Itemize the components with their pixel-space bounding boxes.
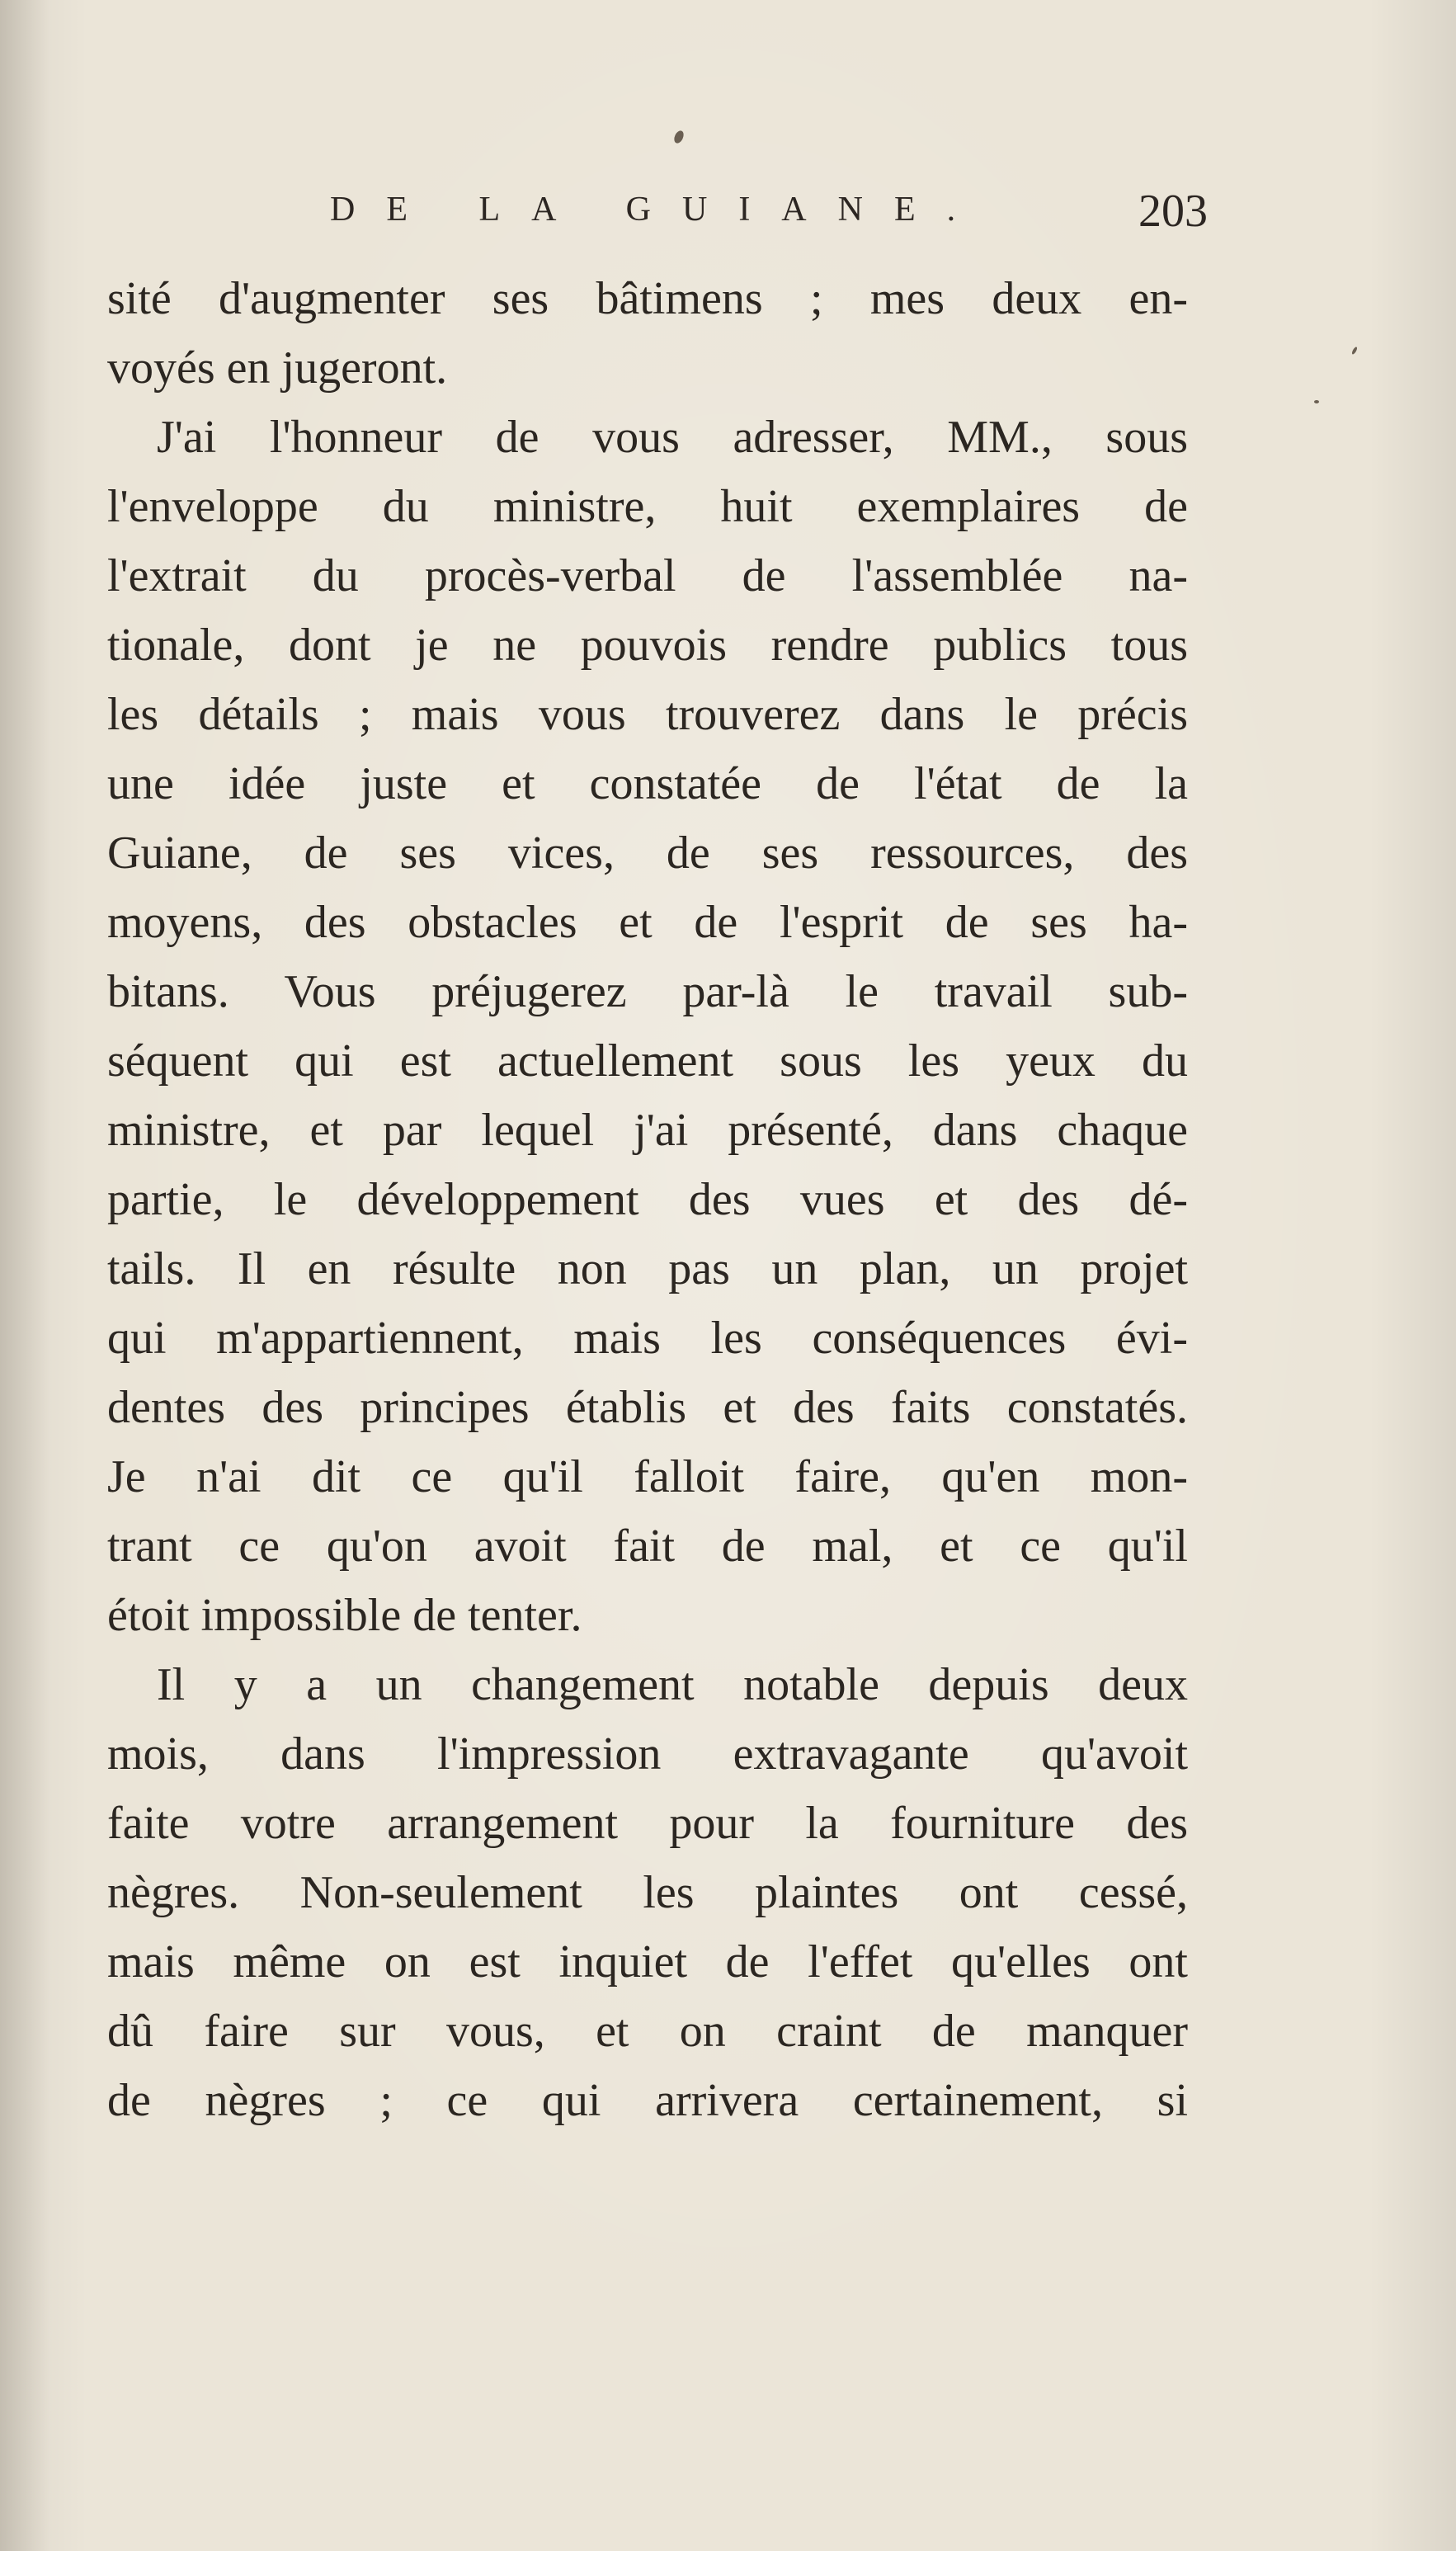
text-line: de nègres ; ce qui arrivera certainement, si [107, 2075, 1188, 2126]
page-header [107, 186, 1208, 248]
running-title: DE LA GUIANE. [330, 191, 987, 229]
text-line: une idée juste et constatée de l'état de la [107, 758, 1188, 809]
text-line: partie, le développement des vues et des dé- [107, 1174, 1188, 1225]
text-line: voyés en jugeront. [107, 342, 448, 394]
text-line: séquent qui est actuellement sous les yeux du [107, 1035, 1188, 1087]
text-line: faite votre arrangement pour la fourniture des [107, 1798, 1188, 1849]
text-line: mois, dans l'impression extravagante qu'avoit [107, 1728, 1188, 1780]
text-line: nègres. Non-seulement les plaintes ont cessé, [107, 1867, 1188, 1918]
text-line: Guiane, de ses vices, de ses ressources, des [107, 828, 1188, 879]
text-line: étoit impossible de tenter. [107, 1590, 582, 1641]
gutter-shadow [0, 0, 49, 2551]
ink-speck [1351, 347, 1358, 356]
ink-speck [1314, 400, 1319, 403]
text-line: Je n'ai dit ce qu'il falloit faire, qu'en mon- [107, 1451, 1188, 1502]
text-line: trant ce qu'on avoit fait de mal, et ce qu'il [107, 1521, 1188, 1572]
text-line: bitans. Vous préjugerez par-là le travail sub- [107, 966, 1188, 1017]
text-line: sité d'augmenter ses bâtimens ; mes deux en- [107, 273, 1188, 324]
text-line: dû faire sur vous, et on craint de manquer [107, 2006, 1188, 2057]
text-line: l'enveloppe du ministre, huit exemplaires de [107, 481, 1188, 532]
text-line: les détails ; mais vous trouverez dans le précis [107, 689, 1188, 740]
text-line: tails. Il en résulte non pas un plan, un projet [107, 1243, 1188, 1294]
text-line: moyens, des obstacles et de l'esprit de ses ha- [107, 897, 1188, 948]
ink-speck [672, 130, 686, 145]
text-line: mais même on est inquiet de l'effet qu'elles ont [107, 1936, 1188, 1988]
text-line: dentes des principes établis et des faits constatés. [107, 1382, 1188, 1433]
text-line: J'ai l'honneur de vous adresser, MM., sous [157, 412, 1188, 463]
body-text [107, 264, 1188, 2135]
text-line: tionale, dont je ne pouvois rendre publics tous [107, 620, 1188, 671]
text-line: ministre, et par lequel j'ai présenté, dans chaque [107, 1105, 1188, 1156]
text-line: Il y a un changement notable depuis deux [157, 1659, 1188, 1710]
page-number: 203 [1138, 186, 1208, 237]
text-line: l'extrait du procès-verbal de l'assemblée na- [107, 550, 1188, 601]
text-line: qui m'appartiennent, mais les conséquences évi- [107, 1313, 1188, 1364]
